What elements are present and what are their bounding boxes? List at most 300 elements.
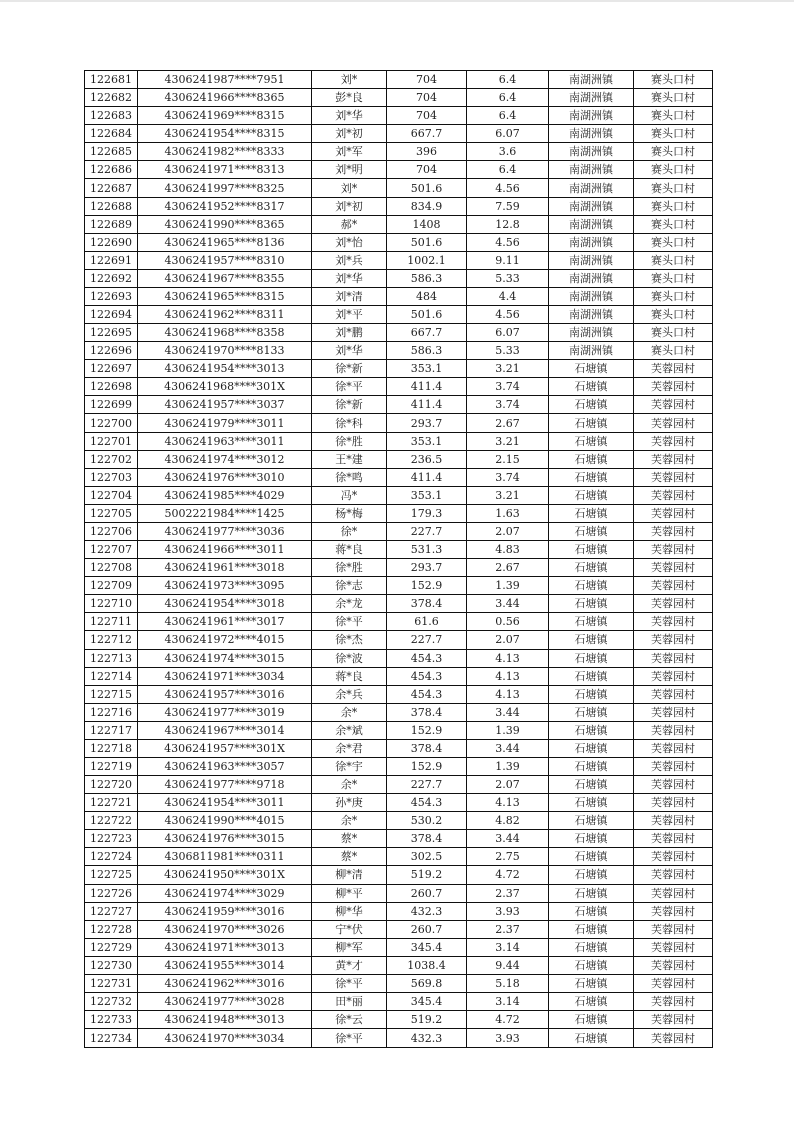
cell-town: 石塘镇 (549, 848, 634, 866)
table-row (85, 1029, 713, 1048)
cell-village: 芙蓉园村 (634, 396, 713, 414)
cell-serial-number: 122715 (85, 685, 138, 703)
cell-area: 3.44 (467, 703, 549, 721)
cell-area: 3.6 (467, 143, 549, 161)
cell-town: 石塘镇 (549, 1011, 634, 1029)
cell-village: 赛头口村 (634, 215, 713, 233)
cell-amount: 501.6 (387, 306, 467, 324)
cell-amount: 411.4 (387, 468, 467, 486)
cell-name: 徐*新 (312, 396, 387, 414)
cell-id-number: 4306241974****3029 (138, 884, 312, 902)
cell-area: 12.8 (467, 215, 549, 233)
cell-name: 刘*华 (312, 342, 387, 360)
cell-id-number: 4306241997****8325 (138, 179, 312, 197)
cell-amount: 454.3 (387, 685, 467, 703)
cell-name: 余*斌 (312, 721, 387, 739)
cell-name: 余*兵 (312, 685, 387, 703)
cell-id-number: 4306241976****3010 (138, 468, 312, 486)
cell-amount: 667.7 (387, 324, 467, 342)
cell-id-number: 4306241966****3011 (138, 541, 312, 559)
table-row (85, 486, 713, 504)
cell-village: 芙蓉园村 (634, 721, 713, 739)
table-row (85, 197, 713, 215)
cell-id-number: 4306241976****3015 (138, 830, 312, 848)
cell-village: 芙蓉园村 (634, 739, 713, 757)
cell-serial-number: 122711 (85, 613, 138, 631)
cell-id-number: 4306241962****8311 (138, 306, 312, 324)
cell-area: 6.4 (467, 71, 549, 89)
cell-amount: 293.7 (387, 559, 467, 577)
cell-id-number: 4306241977****3019 (138, 703, 312, 721)
cell-amount: 411.4 (387, 378, 467, 396)
cell-village: 芙蓉园村 (634, 938, 713, 956)
cell-serial-number: 122687 (85, 179, 138, 197)
cell-name: 徐* (312, 522, 387, 540)
cell-serial-number: 122688 (85, 197, 138, 215)
cell-id-number: 4306241957****301X (138, 739, 312, 757)
cell-amount: 378.4 (387, 703, 467, 721)
cell-village: 芙蓉园村 (634, 757, 713, 775)
cell-town: 石塘镇 (549, 992, 634, 1010)
cell-area: 6.07 (467, 125, 549, 143)
cell-name: 宁*伏 (312, 920, 387, 938)
cell-amount: 704 (387, 71, 467, 89)
cell-serial-number: 122693 (85, 287, 138, 305)
cell-amount: 378.4 (387, 595, 467, 613)
cell-village: 芙蓉园村 (634, 595, 713, 613)
cell-village: 芙蓉园村 (634, 360, 713, 378)
cell-town: 石塘镇 (549, 974, 634, 992)
cell-serial-number: 122724 (85, 848, 138, 866)
cell-name: 刘*华 (312, 269, 387, 287)
cell-id-number: 4306241955****3014 (138, 956, 312, 974)
cell-amount: 1002.1 (387, 251, 467, 269)
cell-name: 柳*平 (312, 884, 387, 902)
table-row (85, 324, 713, 342)
cell-town: 石塘镇 (549, 938, 634, 956)
cell-town: 南湖洲镇 (549, 71, 634, 89)
cell-amount: 378.4 (387, 739, 467, 757)
cell-name: 蔡* (312, 830, 387, 848)
cell-id-number: 4306241977****9718 (138, 776, 312, 794)
cell-name: 蒋*良 (312, 667, 387, 685)
cell-amount: 432.3 (387, 902, 467, 920)
cell-id-number: 4306811981****0311 (138, 848, 312, 866)
cell-town: 石塘镇 (549, 432, 634, 450)
cell-serial-number: 122707 (85, 541, 138, 559)
cell-serial-number: 122699 (85, 396, 138, 414)
cell-amount: 834.9 (387, 197, 467, 215)
cell-id-number: 4306241963****3057 (138, 757, 312, 775)
page-top-edge (0, 0, 794, 2)
cell-id-number: 4306241971****8313 (138, 161, 312, 179)
cell-id-number: 4306241954****3011 (138, 794, 312, 812)
cell-name: 徐*云 (312, 1011, 387, 1029)
cell-amount: 586.3 (387, 269, 467, 287)
cell-id-number: 4306241971****3034 (138, 667, 312, 685)
cell-area: 3.74 (467, 468, 549, 486)
cell-village: 赛头口村 (634, 179, 713, 197)
table-row (85, 378, 713, 396)
cell-serial-number: 122713 (85, 649, 138, 667)
cell-id-number: 4306241967****3014 (138, 721, 312, 739)
cell-village: 芙蓉园村 (634, 450, 713, 468)
cell-village: 芙蓉园村 (634, 776, 713, 794)
cell-serial-number: 122722 (85, 812, 138, 830)
cell-village: 赛头口村 (634, 251, 713, 269)
cell-amount: 432.3 (387, 1029, 467, 1048)
cell-id-number: 4306241982****8333 (138, 143, 312, 161)
table-row (85, 757, 713, 775)
cell-amount: 227.7 (387, 776, 467, 794)
table-body (85, 71, 713, 1048)
cell-amount: 586.3 (387, 342, 467, 360)
cell-village: 芙蓉园村 (634, 703, 713, 721)
cell-id-number: 4306241977****3028 (138, 992, 312, 1010)
cell-area: 2.67 (467, 559, 549, 577)
cell-area: 6.07 (467, 324, 549, 342)
cell-id-number: 4306241950****301X (138, 866, 312, 884)
cell-serial-number: 122725 (85, 866, 138, 884)
table-row (85, 71, 713, 89)
cell-name: 徐*平 (312, 613, 387, 631)
table-row (85, 577, 713, 595)
cell-village: 赛头口村 (634, 161, 713, 179)
cell-area: 3.74 (467, 396, 549, 414)
cell-area: 1.39 (467, 757, 549, 775)
table-row (85, 595, 713, 613)
cell-id-number: 4306241972****4015 (138, 631, 312, 649)
cell-area: 3.14 (467, 938, 549, 956)
cell-name: 蔡* (312, 848, 387, 866)
cell-id-number: 4306241973****3095 (138, 577, 312, 595)
table-row (85, 251, 713, 269)
cell-town: 石塘镇 (549, 703, 634, 721)
cell-area: 2.15 (467, 450, 549, 468)
cell-village: 芙蓉园村 (634, 577, 713, 595)
cell-name: 余*龙 (312, 595, 387, 613)
cell-area: 4.56 (467, 306, 549, 324)
cell-name: 柳*清 (312, 866, 387, 884)
cell-serial-number: 122703 (85, 468, 138, 486)
cell-town: 石塘镇 (549, 667, 634, 685)
table-row (85, 215, 713, 233)
cell-amount: 501.6 (387, 233, 467, 251)
cell-area: 3.74 (467, 378, 549, 396)
cell-serial-number: 122729 (85, 938, 138, 956)
cell-amount: 667.7 (387, 125, 467, 143)
cell-id-number: 4306241970****3026 (138, 920, 312, 938)
cell-village: 芙蓉园村 (634, 848, 713, 866)
cell-town: 石塘镇 (549, 360, 634, 378)
cell-amount: 704 (387, 89, 467, 107)
cell-area: 4.4 (467, 287, 549, 305)
cell-town: 石塘镇 (549, 776, 634, 794)
cell-id-number: 5002221984****1425 (138, 504, 312, 522)
cell-village: 芙蓉园村 (634, 902, 713, 920)
cell-amount: 353.1 (387, 360, 467, 378)
cell-village: 芙蓉园村 (634, 956, 713, 974)
cell-town: 南湖洲镇 (549, 143, 634, 161)
cell-village: 芙蓉园村 (634, 685, 713, 703)
cell-amount: 152.9 (387, 577, 467, 595)
cell-amount: 704 (387, 161, 467, 179)
cell-amount: 519.2 (387, 1011, 467, 1029)
table-row (85, 468, 713, 486)
cell-amount: 227.7 (387, 522, 467, 540)
cell-serial-number: 122720 (85, 776, 138, 794)
cell-name: 黄*才 (312, 956, 387, 974)
cell-id-number: 4306241959****3016 (138, 902, 312, 920)
cell-serial-number: 122723 (85, 830, 138, 848)
cell-name: 刘* (312, 71, 387, 89)
cell-id-number: 4306241963****3011 (138, 432, 312, 450)
cell-village: 赛头口村 (634, 287, 713, 305)
cell-name: 孙*庚 (312, 794, 387, 812)
cell-serial-number: 122726 (85, 884, 138, 902)
cell-name: 徐*平 (312, 974, 387, 992)
cell-name: 徐*宇 (312, 757, 387, 775)
cell-id-number: 4306241990****8365 (138, 215, 312, 233)
cell-area: 1.63 (467, 504, 549, 522)
cell-town: 南湖洲镇 (549, 269, 634, 287)
cell-area: 4.72 (467, 866, 549, 884)
cell-town: 石塘镇 (549, 468, 634, 486)
table-row (85, 938, 713, 956)
cell-village: 芙蓉园村 (634, 1011, 713, 1029)
cell-town: 石塘镇 (549, 504, 634, 522)
cell-amount: 1038.4 (387, 956, 467, 974)
cell-town: 石塘镇 (549, 1029, 634, 1048)
cell-area: 0.56 (467, 613, 549, 631)
cell-name: 彭*良 (312, 89, 387, 107)
cell-amount: 302.5 (387, 848, 467, 866)
cell-area: 9.44 (467, 956, 549, 974)
cell-id-number: 4306241954****8315 (138, 125, 312, 143)
cell-serial-number: 122681 (85, 71, 138, 89)
cell-id-number: 4306241967****8355 (138, 269, 312, 287)
cell-name: 余* (312, 812, 387, 830)
cell-amount: 704 (387, 107, 467, 125)
cell-village: 芙蓉园村 (634, 414, 713, 432)
cell-village: 芙蓉园村 (634, 378, 713, 396)
cell-town: 石塘镇 (549, 577, 634, 595)
cell-village: 芙蓉园村 (634, 541, 713, 559)
table-row (85, 920, 713, 938)
cell-amount: 61.6 (387, 613, 467, 631)
cell-area: 3.93 (467, 1029, 549, 1048)
cell-town: 南湖洲镇 (549, 342, 634, 360)
table-row (85, 161, 713, 179)
table-row (85, 902, 713, 920)
cell-name: 田*丽 (312, 992, 387, 1010)
cell-area: 4.56 (467, 233, 549, 251)
cell-area: 5.18 (467, 974, 549, 992)
cell-village: 赛头口村 (634, 269, 713, 287)
table-row (85, 721, 713, 739)
cell-village: 赛头口村 (634, 107, 713, 125)
cell-id-number: 4306241977****3036 (138, 522, 312, 540)
cell-id-number: 4306241990****4015 (138, 812, 312, 830)
cell-area: 3.44 (467, 595, 549, 613)
subsidy-table (84, 70, 713, 1048)
cell-village: 芙蓉园村 (634, 468, 713, 486)
cell-amount: 1408 (387, 215, 467, 233)
cell-village: 赛头口村 (634, 197, 713, 215)
cell-id-number: 4306241970****8133 (138, 342, 312, 360)
cell-amount: 396 (387, 143, 467, 161)
cell-area: 3.21 (467, 486, 549, 504)
cell-town: 石塘镇 (549, 757, 634, 775)
table-row (85, 776, 713, 794)
cell-serial-number: 122728 (85, 920, 138, 938)
cell-serial-number: 122684 (85, 125, 138, 143)
cell-name: 徐*平 (312, 378, 387, 396)
cell-town: 石塘镇 (549, 613, 634, 631)
cell-serial-number: 122694 (85, 306, 138, 324)
cell-name: 刘*初 (312, 197, 387, 215)
cell-area: 5.33 (467, 342, 549, 360)
cell-name: 刘*鹏 (312, 324, 387, 342)
cell-village: 赛头口村 (634, 71, 713, 89)
cell-town: 石塘镇 (549, 486, 634, 504)
cell-serial-number: 122719 (85, 757, 138, 775)
cell-name: 刘*军 (312, 143, 387, 161)
cell-name: 杨*梅 (312, 504, 387, 522)
cell-name: 徐*新 (312, 360, 387, 378)
cell-serial-number: 122708 (85, 559, 138, 577)
cell-serial-number: 122689 (85, 215, 138, 233)
cell-town: 石塘镇 (549, 812, 634, 830)
cell-town: 石塘镇 (549, 739, 634, 757)
cell-town: 石塘镇 (549, 522, 634, 540)
cell-village: 赛头口村 (634, 125, 713, 143)
cell-name: 刘*平 (312, 306, 387, 324)
cell-village: 芙蓉园村 (634, 794, 713, 812)
cell-area: 2.67 (467, 414, 549, 432)
cell-amount: 411.4 (387, 396, 467, 414)
cell-amount: 454.3 (387, 649, 467, 667)
cell-amount: 454.3 (387, 794, 467, 812)
table-row (85, 956, 713, 974)
cell-area: 4.13 (467, 794, 549, 812)
cell-area: 2.37 (467, 884, 549, 902)
cell-area: 7.59 (467, 197, 549, 215)
table-row (85, 794, 713, 812)
cell-id-number: 4306241961****3017 (138, 613, 312, 631)
cell-town: 南湖洲镇 (549, 306, 634, 324)
cell-town: 石塘镇 (549, 378, 634, 396)
cell-area: 6.4 (467, 161, 549, 179)
cell-village: 芙蓉园村 (634, 866, 713, 884)
table-row (85, 179, 713, 197)
table-row (85, 107, 713, 125)
cell-amount: 345.4 (387, 992, 467, 1010)
cell-amount: 530.2 (387, 812, 467, 830)
cell-serial-number: 122690 (85, 233, 138, 251)
cell-serial-number: 122683 (85, 107, 138, 125)
table-row (85, 125, 713, 143)
cell-id-number: 4306241965****8136 (138, 233, 312, 251)
table-row (85, 884, 713, 902)
cell-amount: 353.1 (387, 486, 467, 504)
cell-town: 石塘镇 (549, 884, 634, 902)
cell-amount: 152.9 (387, 721, 467, 739)
cell-village: 芙蓉园村 (634, 559, 713, 577)
cell-name: 徐*志 (312, 577, 387, 595)
cell-area: 3.44 (467, 830, 549, 848)
cell-village: 芙蓉园村 (634, 631, 713, 649)
cell-amount: 484 (387, 287, 467, 305)
table-row (85, 631, 713, 649)
cell-town: 南湖洲镇 (549, 251, 634, 269)
cell-id-number: 4306241974****3015 (138, 649, 312, 667)
cell-village: 赛头口村 (634, 143, 713, 161)
cell-name: 刘*初 (312, 125, 387, 143)
cell-id-number: 4306241969****8315 (138, 107, 312, 125)
cell-name: 蒋*良 (312, 541, 387, 559)
cell-town: 石塘镇 (549, 595, 634, 613)
cell-serial-number: 122691 (85, 251, 138, 269)
cell-village: 芙蓉园村 (634, 974, 713, 992)
cell-id-number: 4306241957****3016 (138, 685, 312, 703)
cell-area: 3.21 (467, 360, 549, 378)
cell-name: 徐*杰 (312, 631, 387, 649)
cell-area: 4.83 (467, 541, 549, 559)
cell-id-number: 4306241968****301X (138, 378, 312, 396)
cell-village: 芙蓉园村 (634, 830, 713, 848)
cell-serial-number: 122734 (85, 1029, 138, 1048)
cell-serial-number: 122709 (85, 577, 138, 595)
cell-village: 赛头口村 (634, 89, 713, 107)
cell-serial-number: 122712 (85, 631, 138, 649)
cell-area: 2.07 (467, 631, 549, 649)
cell-serial-number: 122706 (85, 522, 138, 540)
cell-name: 刘*兵 (312, 251, 387, 269)
cell-village: 芙蓉园村 (634, 992, 713, 1010)
cell-area: 4.72 (467, 1011, 549, 1029)
cell-name: 徐*胜 (312, 432, 387, 450)
table-row (85, 233, 713, 251)
cell-serial-number: 122704 (85, 486, 138, 504)
cell-amount: 179.3 (387, 504, 467, 522)
cell-amount: 293.7 (387, 414, 467, 432)
cell-id-number: 4306241954****3013 (138, 360, 312, 378)
cell-serial-number: 122682 (85, 89, 138, 107)
cell-area: 4.13 (467, 649, 549, 667)
cell-town: 石塘镇 (549, 541, 634, 559)
cell-serial-number: 122686 (85, 161, 138, 179)
cell-town: 南湖洲镇 (549, 215, 634, 233)
cell-name: 余*君 (312, 739, 387, 757)
cell-serial-number: 122702 (85, 450, 138, 468)
cell-id-number: 4306241954****3018 (138, 595, 312, 613)
cell-amount: 569.8 (387, 974, 467, 992)
cell-town: 南湖洲镇 (549, 107, 634, 125)
cell-area: 3.21 (467, 432, 549, 450)
cell-area: 9.11 (467, 251, 549, 269)
table-row (85, 703, 713, 721)
cell-name: 冯* (312, 486, 387, 504)
cell-town: 石塘镇 (549, 902, 634, 920)
cell-id-number: 4306241961****3018 (138, 559, 312, 577)
cell-id-number: 4306241971****3013 (138, 938, 312, 956)
table-row (85, 667, 713, 685)
cell-town: 南湖洲镇 (549, 233, 634, 251)
cell-town: 南湖洲镇 (549, 197, 634, 215)
table-row (85, 812, 713, 830)
cell-amount: 378.4 (387, 830, 467, 848)
